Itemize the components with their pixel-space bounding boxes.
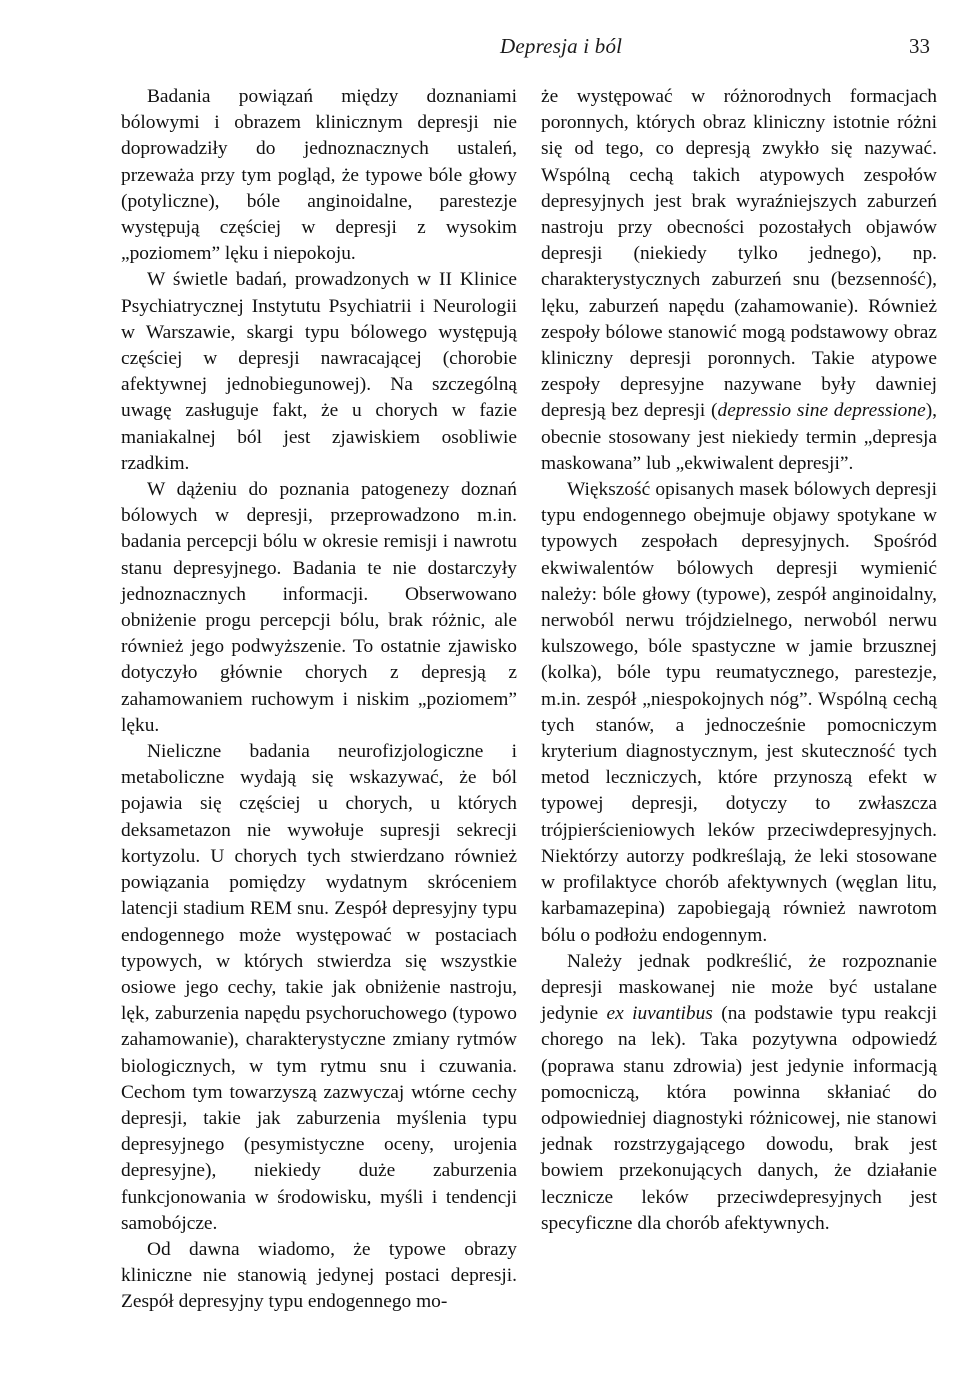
paragraph: Badania powiązań między doznaniami bólowymi i obrazem klinicznym depresji nie doprowadziły do jednoznacznych ustaleń, przeważa przy tym pogląd, że typowe bóle głowy (potyliczne), bóle anginoidalne, parestezje występują częściej w depresji z wysokim „poziomem” lęku i niepokoju. xyxy=(121,86,517,265)
paragraph: W świetle badań, prowadzonych w II Klinice Psychiatrycznej Instytutu Psychiatrii i Neurologii w Warszawie, skargi typu bólowego występują częściej w depresji nawracającej (chorobie afektywnej jednobiegunowej). Na szczególną uwagę zasługuje fakt, że u chorych w fazie maniakalnej ból jest zjawiskiem osobliwie rzadkim. xyxy=(121,269,517,474)
left-text-column xyxy=(121,84,517,1316)
paragraph: W dążeniu do poznania patogenezy doznań bólowych w depresji, przeprowadzono m.in. badania percepcji bólu w okresie remisji i nawrotu stanu depresyjnego. Badania te nie dostarczyły jednoznacznych informacji. Obserwowano obniżenie progu percepcji bólu, brak różnic, ale również jego podwyższenie. To ostatnie zjawisko dotyczyło głównie chorych z depresją z zahamowaniem ruchowym i niskim „poziomem” lęku. xyxy=(121,479,517,736)
paragraph-text: że występować w różnorodnych formacjach poronnych, których obraz kliniczny istotnie różni się od tego, co depresją zwykło się nazywać. Wspólną cechą takich atypowych zespołów depresyjnych jest brak wyraźniejszych zaburzeń nastroju przy obecności pozostałych objawów depresji (niekiedy tylko jednego), np. charakterystycznych zaburzeń snu (bezsenność), lęku, zaburzeń napędu (zahamowanie). Również zespoły bólowe stanowić mogą podstawowy obraz kliniczny depresji poronnych. Takie atypowe zespoły depresyjne nazywane były dawniej depresją bez depresji ( xyxy=(541,86,937,422)
paragraph-text: Należy jednak podkreślić, że rozpoznanie depresji maskowanej nie może być ustalane jedynie xyxy=(541,950,937,1025)
paragraph xyxy=(541,84,937,477)
running-title: Depresja i ból xyxy=(500,34,623,58)
page-number: 33 xyxy=(909,34,930,58)
right-text-column xyxy=(541,84,937,1237)
paragraph-text: (na podstawie typu reakcji chorego na lek). Taka pozytywna odpowiedź (poprawa stanu zdrowia) jest jedynie informacją pomocniczą, która powinna skłaniać do odpowiedniej diagnostyki różnicowej, nie stanowi jednak rozstrzygającego dowodu, brak jest bowiem przekonujących danych, że działanie lecznicze leków przeciwdepresyjnych jest specyficzne dla chorób afektywnych. xyxy=(541,1003,937,1234)
latin-phrase: depressio sine depressione xyxy=(717,400,926,422)
paragraph: Większość opisanych masek bólowych depresji typu endogennego obejmuje objawy spotykane w typowych zespołach depresyjnych. Spośród ekwiwalentów bólowych depresji wymienić należy: bóle głowy (typowe), zespół anginoidalny, nerwoból nerwu trójdzielnego, nerwoból nerwu kulszowego, bóle spastyczne w jamie brzusznej (kolka), bóle typu reumatycznego, parestezje, m.in. zespół „niespokojnych nóg”. Wspólną cechą tych stanów, a jednocześnie pomocniczym kryterium diagnostycznym, jest skuteczność tych metod leczniczych, które przynoszą efekt w typowej depresji, dotyczy to zwłaszcza trójpierścieniowych leków przeciwdepresyjnych. Niektórzy autorzy podkreślają, że leki stosowane w profilaktyce chorób afektywnych (węglan litu, karbamazepina) zapobiegają również nawrotom bólu o podłożu endogennym. xyxy=(541,479,937,946)
paragraph-text: ), obecnie stosowany jest niekiedy termin „depresja maskowana” lub „ekwiwalent depresji”. xyxy=(541,400,937,474)
paragraph: Od dawna wiadomo, że typowe obrazy kliniczne nie stanowią jedynej postaci depresji. Zespół depresyjny typu endogennego mo- xyxy=(121,1238,517,1313)
paragraph: Nieliczne badania neurofizjologiczne i metaboliczne wydają się wskazywać, że ból pojawia się częściej u chorych, u których deksametazon nie wywołuje supresji sekrecji kortyzolu. U chorych tych stwierdzano również powiązania pomiędzy wydatnym skróceniem latencji stadium REM snu. Zespół depresyjny typu endogennego może występować w postaciach typowych, w których stwierdza się wszystkie osiowe jego cechy, takie jak obniżenie nastroju, lęk, zaburzenia napędu psychoruchowego (typowo zahamowanie), charakterystyczne zmiany rytmów biologicznych, w tym rytmu snu i czuwania. Cechom tym towarzyszą zazwyczaj wtórne cechy depresji, takie jak zaburzenia myślenia typu depresyjnego (pesymistyczne oceny, urojenia depresyjne), niekiedy duże zaburzenia funkcjonowania w środowisku, myśli i tendencji samobójcze. xyxy=(121,741,517,1234)
paragraph xyxy=(541,949,937,1237)
latin-phrase: ex iuvantibus xyxy=(606,1003,713,1025)
